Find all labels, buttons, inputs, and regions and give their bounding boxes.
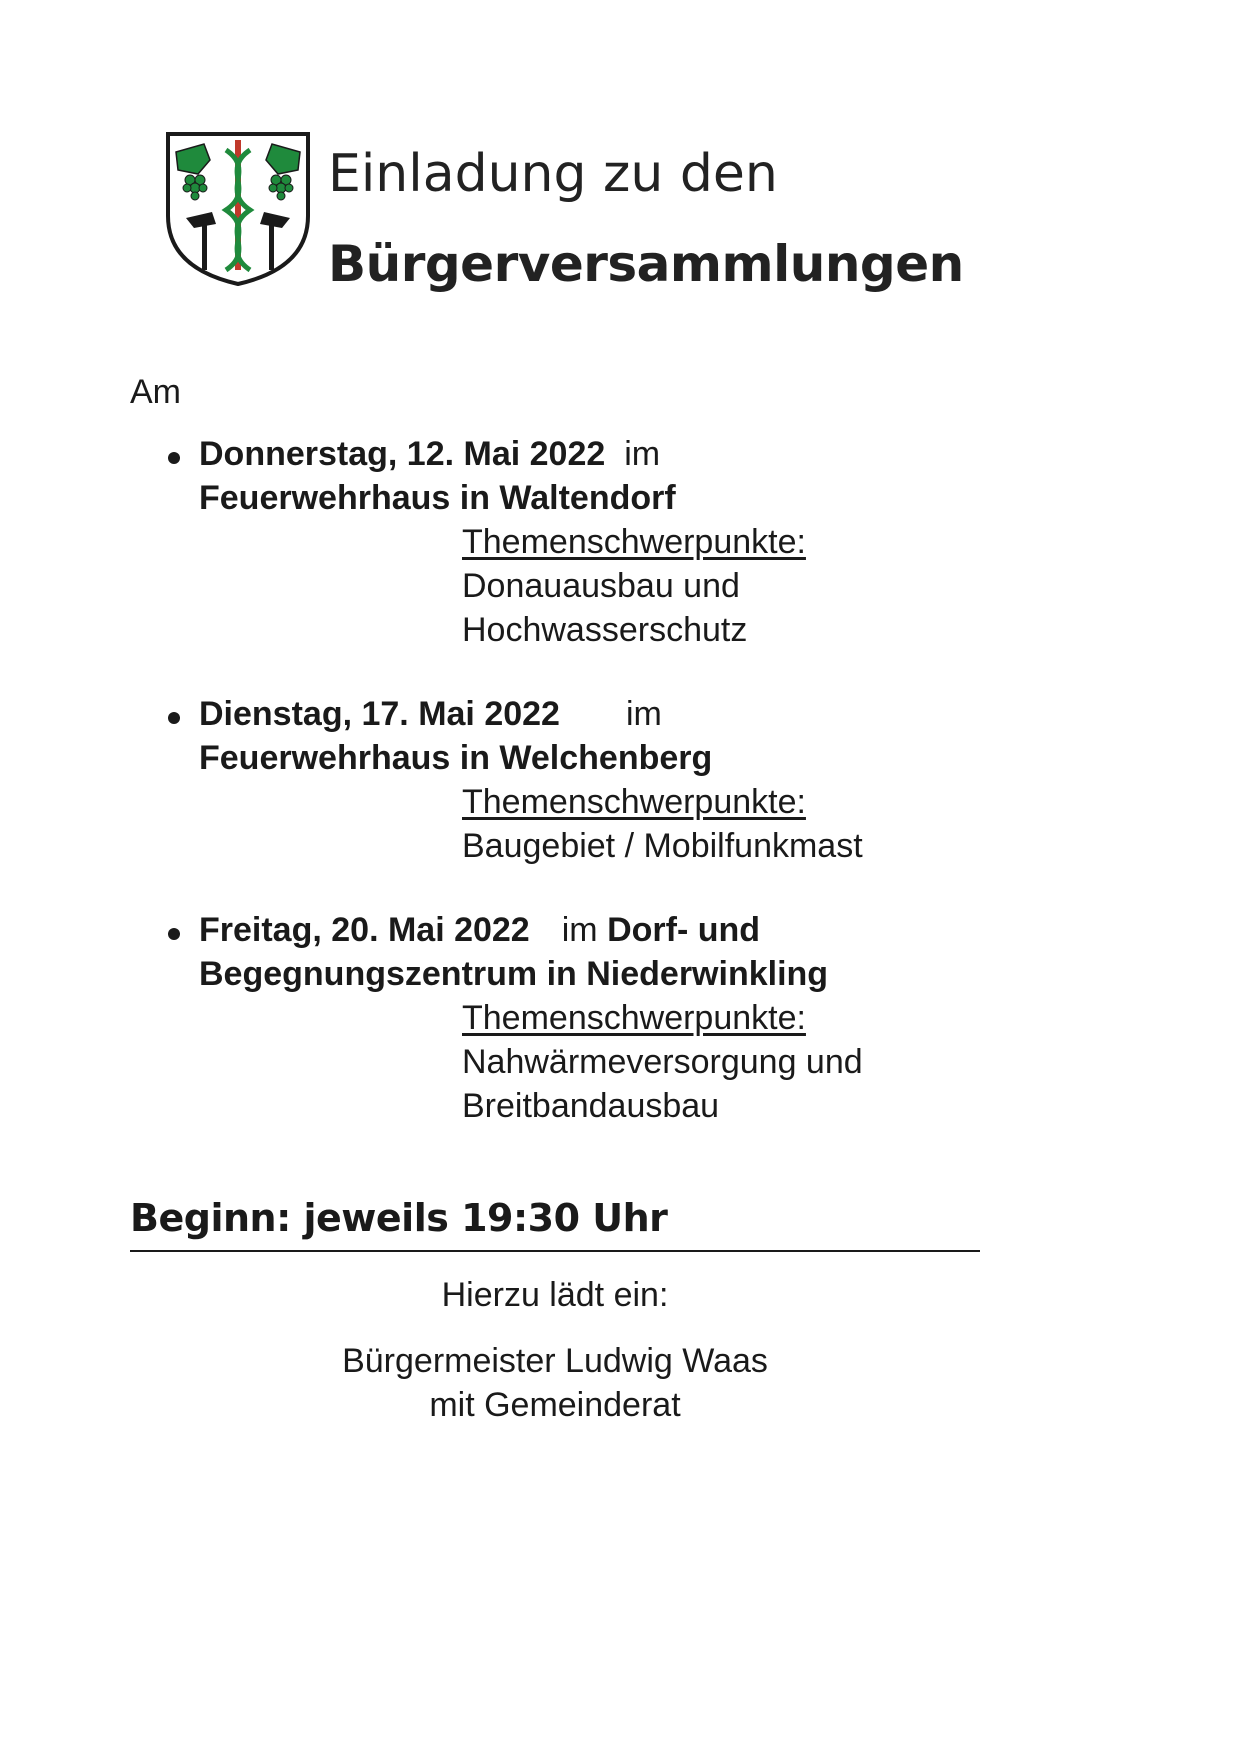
- topics-label: Themenschwerpunkte:: [462, 523, 806, 561]
- coat-of-arms-icon: [164, 130, 312, 288]
- signature-line-2: mit Gemeinderat: [429, 1386, 681, 1424]
- event-date-line: [199, 432, 660, 476]
- event-date: Freitag, 20. Mai 2022: [199, 911, 530, 949]
- topics-label: Themenschwerpunkte:: [462, 783, 806, 821]
- event-connector: im: [561, 911, 598, 949]
- topic-line: Hochwasserschutz: [462, 611, 748, 649]
- topic-line: Donauausbau und: [462, 567, 740, 605]
- topic-line: Baugebiet / Mobilfunkmast: [462, 827, 863, 865]
- topic-line: Breitbandausbau: [462, 1087, 720, 1125]
- topics-label: Themenschwerpunkte:: [462, 999, 806, 1037]
- invite-text: Hierzu lädt ein:: [441, 1276, 669, 1314]
- event-date: Dienstag, 17. Mai 2022: [199, 695, 560, 733]
- intro-text: Am: [130, 373, 181, 411]
- event-date: Donnerstag, 12. Mai 2022: [199, 435, 606, 473]
- signature-line-1: Bürgermeister Ludwig Waas: [342, 1342, 768, 1380]
- bullet-icon: [168, 712, 180, 724]
- event-date-line: [199, 908, 760, 952]
- topic-line: Nahwärmeversorgung und: [462, 1043, 863, 1081]
- event-connector: im: [625, 695, 662, 733]
- event-location: Feuerwehrhaus in Welchenberg: [199, 739, 713, 777]
- event-location-part1: Dorf- und: [607, 911, 761, 949]
- title-line-1: Einladung zu den: [328, 144, 778, 204]
- bullet-icon: [168, 452, 180, 464]
- divider: [130, 1250, 980, 1252]
- event-location: Begegnungszentrum in Niederwinkling: [199, 955, 829, 993]
- bullet-icon: [168, 928, 180, 940]
- start-time: Beginn: jeweils 19:30 Uhr: [130, 1196, 668, 1240]
- event-connector: im: [624, 435, 661, 473]
- event-date-line: [199, 692, 662, 736]
- event-location: Feuerwehrhaus in Waltendorf: [199, 479, 676, 517]
- title-line-2: Bürgerversammlungen: [328, 235, 964, 293]
